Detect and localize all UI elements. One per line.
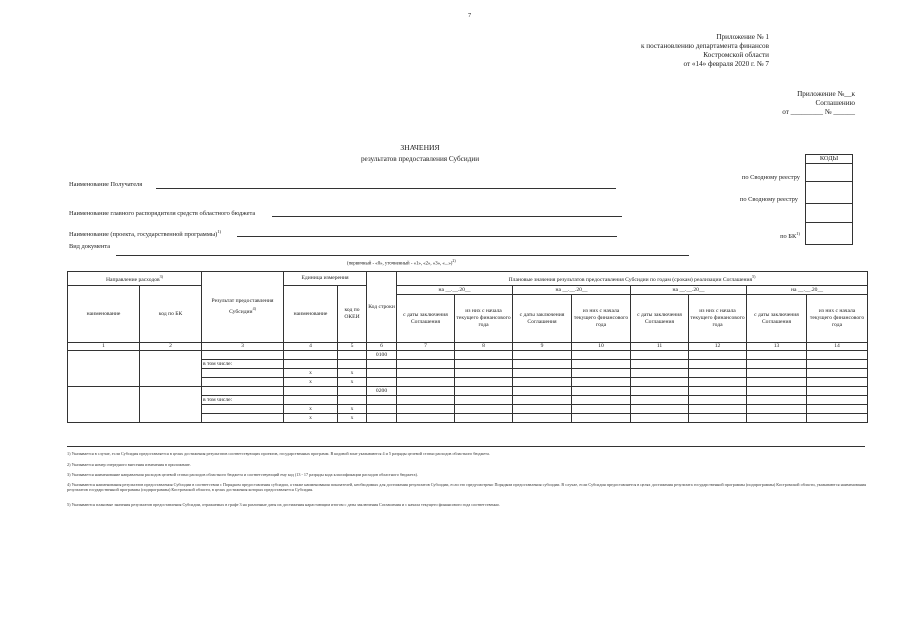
- appendix-1-line2: к постановлению департамента финансов: [640, 42, 769, 50]
- result-header: [202, 272, 284, 343]
- direction-header-text: Направление расходов: [106, 276, 160, 283]
- bk-footnote-mark: 1): [796, 231, 800, 236]
- col-num: 11: [631, 343, 689, 351]
- col-num: 4: [284, 343, 338, 351]
- p1-from-year: из них с начала текущего финансового года: [455, 295, 513, 343]
- chief-manager-label: Наименование главного распорядителя средств областного бюджета: [69, 210, 256, 217]
- period-4-header: на __.__.20__: [747, 286, 868, 295]
- unit-okei-header: код по ОКЕИ: [338, 286, 367, 343]
- page-number: 7: [468, 12, 472, 19]
- row-code-header: Код строки: [367, 272, 397, 343]
- project-line: [237, 236, 617, 237]
- col-num: 8: [455, 343, 513, 351]
- svod-reestr-label-1: по Сводному реестру: [741, 174, 800, 181]
- doc-type-line: [116, 255, 689, 256]
- document-title: ЗНАЧЕНИЯ: [400, 143, 440, 152]
- col-num: 7: [397, 343, 455, 351]
- bk-label-text: по БК: [780, 233, 797, 241]
- direction-bk-header: код по БК: [140, 286, 202, 343]
- x-mark: x: [338, 405, 367, 414]
- appendix-1-line4: от «14» февраля 2020 г. № 7: [683, 60, 769, 68]
- unit-name-header: наименование: [284, 286, 338, 343]
- x-mark: x: [284, 414, 338, 423]
- direction-name-header: наименование: [68, 286, 140, 343]
- col-num: 6: [367, 343, 397, 351]
- p2-from-year: из них с начала текущего финансового года: [572, 295, 631, 343]
- footnote-3: 3) Указывается наименование направления расходов целевой статьи расходов областного бюджета и соответствующий ему код (13 - 17 разряды кода классификации расходов областного бюджета).: [67, 472, 418, 477]
- period-1-header: на __.__.20__: [397, 286, 513, 295]
- recipient-label: Наименование Получателя: [69, 181, 143, 188]
- x-mark: x: [284, 378, 338, 387]
- svod-reestr-label-2: по Сводному реестру: [739, 196, 798, 203]
- p3-from-year: из них с начала текущего финансового года: [689, 295, 747, 343]
- col-num: 3: [202, 343, 284, 351]
- p4-from-year: из них с начала текущего финансового года: [807, 295, 868, 343]
- appendix-2-line1: Приложение №__к: [797, 90, 855, 98]
- x-mark: x: [284, 405, 338, 414]
- doc-type-hint-text: (первичный - «0», уточненный - «1», «2», «3», «...»): [347, 261, 453, 267]
- cell: [284, 351, 338, 360]
- period-2-header: на __.__.20__: [513, 286, 631, 295]
- p3-from-date: с даты заключения Соглашения: [631, 295, 689, 343]
- footnote-2: 2) Указывается номер очередного внесения изменения в приложение.: [67, 462, 191, 467]
- cell: [202, 351, 284, 360]
- results-table: [67, 271, 868, 423]
- including-label: в том числе:: [202, 396, 284, 405]
- column-numbers-row: [68, 343, 868, 351]
- x-mark: x: [284, 369, 338, 378]
- footnote-separator: [67, 446, 865, 447]
- unit-header: Единица измерения: [284, 272, 367, 286]
- doc-type-footnote-mark: 2): [452, 258, 456, 263]
- result-header-text: Результат предоставления Субсидии: [211, 298, 274, 315]
- table-row: [68, 387, 868, 396]
- col-num: 1: [68, 343, 140, 351]
- cell: [140, 351, 202, 387]
- col-num: 13: [747, 343, 807, 351]
- cell: [338, 351, 367, 360]
- project-label-text: Наименование (проекта, государственной программы): [69, 231, 218, 239]
- document-subtitle: результатов предоставления Субсидии: [360, 155, 480, 163]
- col-num: 14: [807, 343, 868, 351]
- col-num: 2: [140, 343, 202, 351]
- appendix-1-block: [641, 33, 769, 69]
- p2-from-date: с даты заключения Соглашения: [513, 295, 572, 343]
- appendix-2-line3: от _________ № ______: [782, 108, 855, 116]
- project-footnote-mark: 1): [217, 229, 222, 234]
- x-mark: x: [338, 378, 367, 387]
- footnote-5: 5) Указываются плановые значения результатов предоставления Субсидии, отражаемых в графе 3 на различные даты их достижения нарастающим итогом с даты заключения Соглашения и с начала текущего финансового года соответственно.: [67, 502, 500, 507]
- appendix-2-line2: Соглашению: [815, 99, 855, 107]
- bk-label: [780, 231, 800, 240]
- cell: [68, 351, 140, 387]
- footnote-1: 1) Указывается в случае, если Субсидия предоставляется в целях достижения результатов соответствующих проектов, государственных программ. В кодовой зоне указываются 4 и 5 разряды целевой статьи расходов областного бюджета.: [67, 451, 490, 456]
- plan-header-text: Плановые значения результатов предоставления Субсидии по годам (срокам) реализации Соглашения: [508, 276, 753, 283]
- x-mark: x: [338, 414, 367, 423]
- p1-from-date: с даты заключения Соглашения: [397, 295, 455, 343]
- direction-footnote-mark: 3): [159, 274, 163, 280]
- codes-box: [805, 154, 853, 245]
- codes-header: КОДЫ: [819, 155, 839, 162]
- p4-from-date: с даты заключения Соглашения: [747, 295, 807, 343]
- appendix-2-block: [782, 90, 855, 117]
- plan-footnote-mark: 5): [752, 274, 756, 280]
- recipient-line: [156, 188, 616, 189]
- doc-type-label: Вид документа: [69, 243, 111, 250]
- col-num: 9: [513, 343, 572, 351]
- x-mark: x: [338, 369, 367, 378]
- col-num: 5: [338, 343, 367, 351]
- row-code: 0200: [367, 387, 397, 396]
- chief-manager-line: [272, 216, 622, 217]
- row-code: 0100: [367, 351, 397, 360]
- col-num: 12: [689, 343, 747, 351]
- table-row: [68, 351, 868, 360]
- appendix-1-line1: Приложение № 1: [716, 33, 769, 41]
- period-3-header: на __.__.20__: [631, 286, 747, 295]
- project-label: [69, 229, 221, 238]
- footnote-4: 4) Указываются наименования результатов предоставления Субсидии в соответствии с Порядком предоставления субсидии, а также наименования показателей, необходимых для достижения результатов Субсидии, если это предусмотрено Порядком предоставления субсидии. В случае, если Субсидия предоставляется в целях достижения результата государственной программы (подпрограммы) Костромской области, указываются наименования результатов государственной программы (подпрограммы) Костромской области, в целях достижения которых предоставляется Субсидия.: [67, 482, 867, 492]
- result-footnote-mark: 4): [252, 306, 256, 312]
- doc-type-hint: [347, 258, 456, 267]
- direction-header: [68, 272, 202, 286]
- col-num: 10: [572, 343, 631, 351]
- plan-header: [397, 272, 868, 286]
- including-label: в том числе:: [202, 360, 284, 369]
- appendix-1-line3: Костромской области: [703, 51, 769, 59]
